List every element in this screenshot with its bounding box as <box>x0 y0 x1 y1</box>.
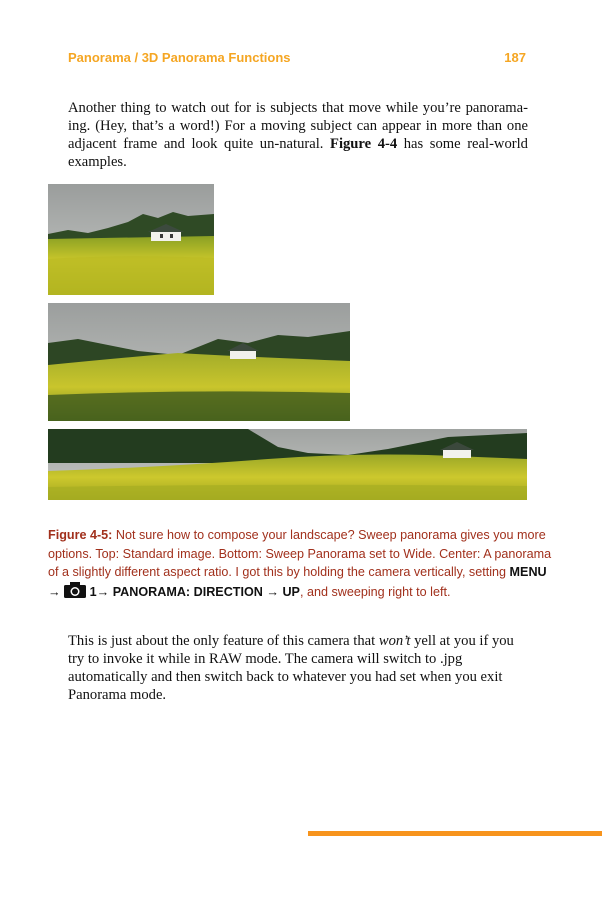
caption-text-end: , and sweeping right to left. <box>299 584 451 599</box>
menu-path-end: 1→ PANORAMA: DIRECTION → UP <box>86 584 300 599</box>
running-header <box>68 50 526 70</box>
caption-label: Figure 4-5: <box>48 528 113 542</box>
wide-sweep-panorama <box>48 429 527 500</box>
paragraph-moving-subjects <box>68 99 528 171</box>
menu-path-start: MENU <box>509 565 547 579</box>
different-aspect-panorama <box>48 303 350 421</box>
page-number: 187 <box>504 50 526 65</box>
emphasis-text: won’t <box>378 633 411 649</box>
paragraph-text: Another thing to watch out for is subjects that move while you’re panorama-ing. (Hey, that’s a word!) For a moving subject can appear in more than one adjacent frame and look quite un-natural. <box>68 100 528 152</box>
footer-accent-bar <box>308 831 602 836</box>
figure-reference: Figure 4-4 <box>330 136 398 152</box>
menu-arrow: → <box>48 584 65 599</box>
paragraph-text: This is just about the only feature of this camera that <box>68 633 379 649</box>
paragraph-raw-mode <box>68 632 530 704</box>
camera-icon <box>64 582 86 604</box>
standard-image <box>48 184 214 295</box>
paragraph-text-end: yell at you if you try to invoke it while in RAW mode. The camera will switch to .jpg automatically and then switch back to whatever you had set when you exit Panorama mode. <box>68 633 514 703</box>
paragraph-text-end: has some real-world examples. <box>68 136 528 170</box>
figure-caption <box>48 526 558 603</box>
section-title: Panorama / 3D Panorama Functions <box>68 50 291 65</box>
caption-text: Not sure how to compose your landscape? Sweep panorama gives you more options. Top: Standard image. Bottom: Sweep Panorama set to Wide. Center: A panorama of a slightly different aspect ratio. I got this by holding the camera vertically, setting <box>48 528 552 579</box>
